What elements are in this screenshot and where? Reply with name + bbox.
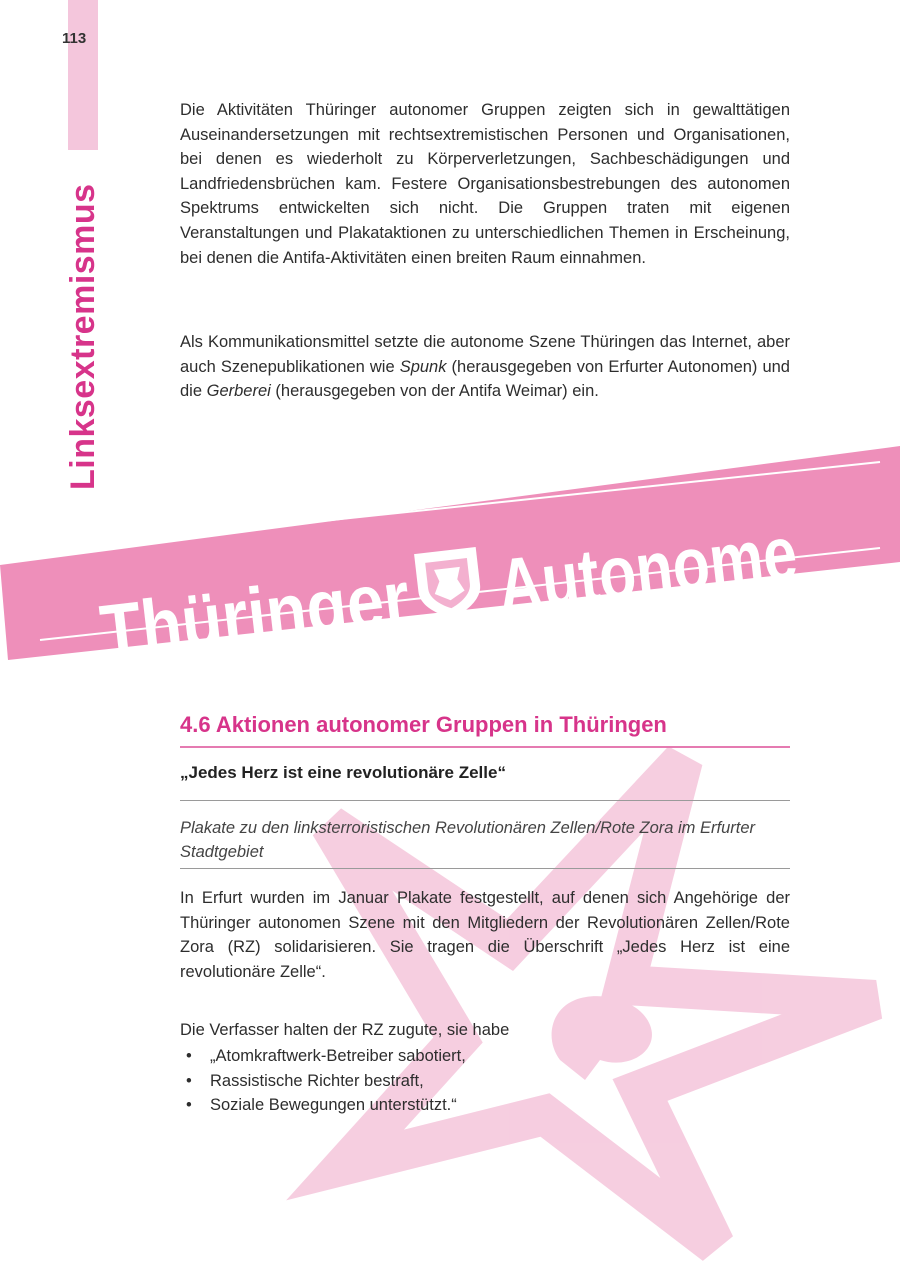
side-accent-bar — [68, 0, 98, 150]
image-caption: Plakate zu den linksterroristischen Revolutionären Zellen/Rote Zora im Erfurter Stadtgebiet — [180, 819, 756, 861]
banner-word-right: Autonome — [493, 501, 877, 630]
intro-paragraph-1: Die Aktivitäten Thüringer autonomer Gruppen zeigten sich in gewalttätigen Auseinandersetzungen mit rechtsextremistischen Personen und Organisationen, bei denen es wiederholt zu Körperverletzungen, Sachbeschädigungen und Landfriedensbrüchen kam. Festere Organisationsbestrebungen des autonomen Spektrums entwickelten sich nicht. Die Gruppen traten mit eigenen Veranstaltungen und Plakataktionen zu unterschiedlichen Themen in Erscheinung, bei denen die Antifa-Aktivitäten einen breiten Raum einnahmen. — [180, 101, 790, 267]
intro-paragraph-2-part-c: (herausgegeben von der Antifa Weimar) ein. — [270, 382, 599, 401]
publication-gerberei: Gerberei — [206, 382, 271, 401]
intro-paragraph-2 — [180, 330, 790, 404]
heading-divider — [180, 746, 790, 748]
section-paragraph-1: In Erfurt wurden im Januar Plakate festgestellt, auf denen sich Angehörige der Thüringer autonomen Szene mit den Mitgliedern der Revolutionären Zellen/Rote Zora (RZ) solidarisieren. Sie tragen die Überschrift „Jedes Herz ist eine revolutionäre Zelle“. — [180, 889, 790, 981]
list-item: • Soziale Bewegungen unterstützt.“ — [186, 1093, 466, 1118]
intro-paragraph-2-part-b: (herausgegeben von Erfurter Autonomen) und die — [180, 357, 790, 401]
publication-spunk: Spunk — [399, 357, 447, 376]
subheading: „Jedes Herz ist eine revolutionäre Zelle“ — [180, 763, 506, 782]
subheading-divider — [180, 800, 790, 801]
page-number: 113 — [62, 30, 87, 47]
side-section-title: Linksextremismus — [64, 183, 102, 490]
section-paragraph-2: Die Verfasser halten der RZ zugute, sie habe — [180, 1021, 510, 1039]
bullet-list — [186, 1044, 466, 1118]
section-heading: 4.6 Aktionen autonomer Gruppen in Thüringen — [180, 712, 667, 737]
list-item: • „Atomkraftwerk-Betreiber sabotiert, — [186, 1044, 466, 1069]
caption-divider — [180, 868, 790, 869]
intro-paragraph-2-part-a: Als Kommunikationsmittel setzte die autonome Szene Thüringen das Internet, aber auch Szenepublikationen wie — [180, 333, 790, 376]
banner-word-left: Thüringer — [96, 550, 459, 676]
list-item: • Rassistische Richter bestraft, — [186, 1069, 466, 1094]
